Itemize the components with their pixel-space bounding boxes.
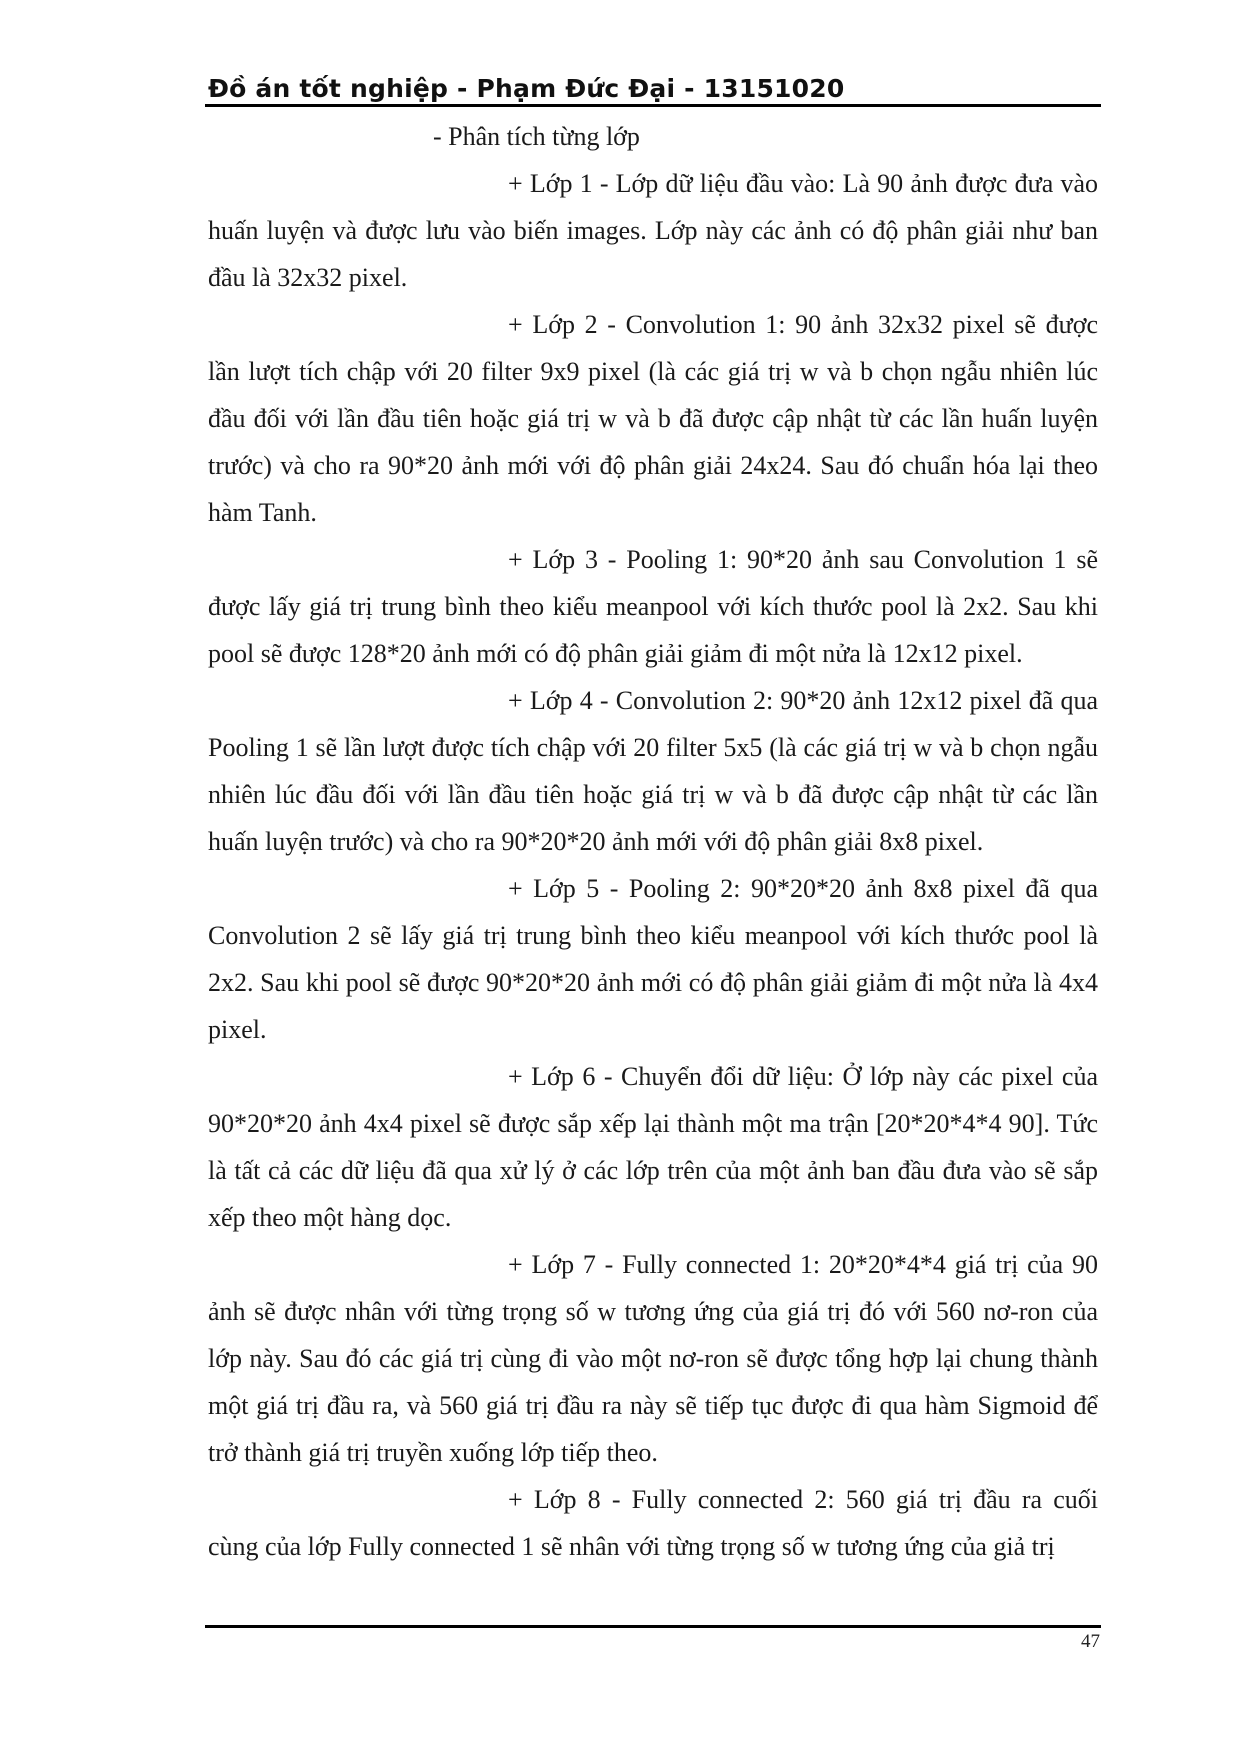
paragraph-layer-3: + Lớp 3 - Pooling 1: 90*20 ảnh sau Convolution 1 sẽ được lấy giá trị trung bình theo kiểu meanpool với kích thước pool là 2x2. Sau khi pool sẽ được 128*20 ảnh mới có độ phân giải giảm đi một nửa là 12x12 pixel.: [208, 545, 1098, 668]
paragraph-layer-7: + Lớp 7 - Fully connected 1: 20*20*4*4 giá trị của 90 ảnh sẽ được nhân với từng trọng số w tương ứng của giá trị đó với 560 nơ-ron của lớp này. Sau đó các giá trị cùng đi vào một nơ-ron sẽ được tổng hợp lại chung thành một giá trị đầu ra, và 560 giá trị đầu ra này sẽ tiếp tục được đi qua hàm Sigmoid để trở thành giá trị truyền xuống lớp tiếp theo.: [208, 1250, 1098, 1467]
header-title: Đồ án tốt nghiệp - Phạm Đức Đại - 13151020: [208, 74, 845, 103]
paragraph-layer-8: + Lớp 8 - Fully connected 2: 560 giá trị đầu ra cuối cùng của lớp Fully connected 1 sẽ nhân với từng trọng số w tương ứng của giả trị: [208, 1485, 1098, 1561]
paragraph-layer-1: + Lớp 1 - Lớp dữ liệu đầu vào: Là 90 ảnh được đưa vào huấn luyện và được lưu vào biến images. Lớp này các ảnh có độ phân giải như ban đầu là 32x32 pixel.: [208, 169, 1098, 292]
paragraph-layer-6: + Lớp 6 - Chuyển đổi dữ liệu: Ở lớp này các pixel của 90*20*20 ảnh 4x4 pixel sẽ được sắp xếp lại thành một ma trận [20*20*4*4 90]. Tức là tất cả các dữ liệu đã qua xử lý ở các lớp trên của một ảnh ban đầu đưa vào sẽ sắp xếp theo một hàng dọc.: [208, 1062, 1098, 1232]
footer-rule: [205, 1625, 1101, 1628]
header-rule: [205, 104, 1101, 107]
section-intro: - Phân tích từng lớp: [433, 122, 640, 151]
body-text: [208, 113, 1098, 1570]
paragraph-layer-4: + Lớp 4 - Convolution 2: 90*20 ảnh 12x12 pixel đã qua Pooling 1 sẽ lần lượt được tích chập với 20 filter 5x5 (là các giá trị w và b chọn ngẫu nhiên lúc đầu đối với lần đầu tiên hoặc giá trị w và b đã được cập nhật từ các lần huấn luyện trước) và cho ra 90*20*20 ảnh mới với độ phân giải 8x8 pixel.: [208, 686, 1098, 856]
paragraph-layer-5: + Lớp 5 - Pooling 2: 90*20*20 ảnh 8x8 pixel đã qua Convolution 2 sẽ lấy giá trị trung bình theo kiểu meanpool với kích thước pool là 2x2. Sau khi pool sẽ được 90*20*20 ảnh mới có độ phân giải giảm đi một nửa là 4x4 pixel.: [208, 874, 1098, 1044]
paragraph-layer-2: + Lớp 2 - Convolution 1: 90 ảnh 32x32 pixel sẽ được lần lượt tích chập với 20 filter 9x9 pixel (là các giá trị w và b chọn ngẫu nhiên lúc đầu đối với lần đầu tiên hoặc giá trị w và b đã được cập nhật từ các lần huấn luyện trước) và cho ra 90*20 ảnh mới với độ phân giải 24x24. Sau đó chuẩn hóa lại theo hàm Tanh.: [208, 310, 1098, 527]
page-number: 47: [1081, 1631, 1100, 1652]
